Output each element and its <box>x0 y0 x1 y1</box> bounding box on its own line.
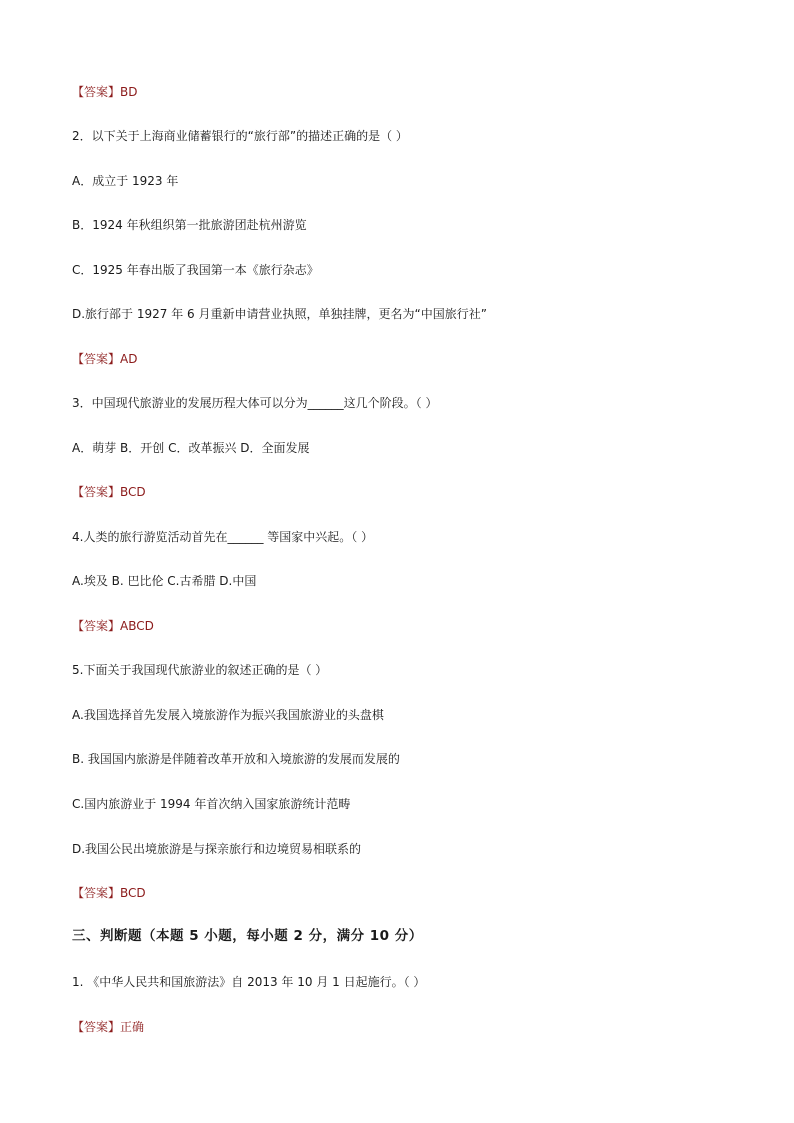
question-5-option-c: C.国内旅游业于 1994 年首次纳入国家旅游统计范畴 <box>72 797 351 811</box>
question-5-option-d: D.我国公民出境旅游是与探亲旅行和边境贸易相联系的 <box>72 842 362 856</box>
question-5-option-a: A.我国选择首先发展入境旅游作为振兴我国旅游业的头盘棋 <box>72 708 384 722</box>
answer-line: 【答案】BD <box>72 85 138 99</box>
answer-line: 【答案】正确 <box>72 1020 145 1034</box>
question-2: 2．以下关于上海商业储蓄银行的“旅行部”的描述正确的是（ ） <box>72 129 408 143</box>
answer-line: 【答案】BCD <box>72 485 146 499</box>
question-2-option-c: C．1925 年春出版了我国第一本《旅行杂志》 <box>72 263 319 277</box>
question-4: 4.人类的旅行游览活动首先在______ 等国家中兴起。（ ） <box>72 530 374 544</box>
question-5: 5.下面关于我国现代旅游业的叙述正确的是（ ） <box>72 663 328 677</box>
question-3-options: A．萌芽 B．开创 C．改革振兴 D．全面发展 <box>72 441 310 455</box>
section-heading: 三、判断题（本题 5 小题，每小题 2 分，满分 10 分） <box>72 928 423 944</box>
judgement-question-1: 1. 《中华人民共和国旅游法》自 2013 年 10 月 1 日起施行。（ ） <box>72 975 426 989</box>
question-3: 3．中国现代旅游业的发展历程大体可以分为______这几个阶段。（ ） <box>72 396 438 410</box>
question-2-option-a: A．成立于 1923 年 <box>72 174 179 188</box>
question-5-option-b: B. 我国国内旅游是伴随着改革开放和入境旅游的发展而发展的 <box>72 752 400 766</box>
answer-line: 【答案】AD <box>72 352 138 366</box>
question-2-option-b: B．1924 年秋组织第一批旅游团赴杭州游览 <box>72 218 307 232</box>
question-4-options: A.埃及 B. 巴比伦 C.古希腊 D.中国 <box>72 574 257 588</box>
question-2-option-d: D.旅行部于 1927 年 6 月重新申请营业执照，单独挂牌，更名为“中国旅行社” <box>72 307 487 321</box>
answer-line: 【答案】BCD <box>72 886 146 900</box>
answer-line: 【答案】ABCD <box>72 619 154 633</box>
